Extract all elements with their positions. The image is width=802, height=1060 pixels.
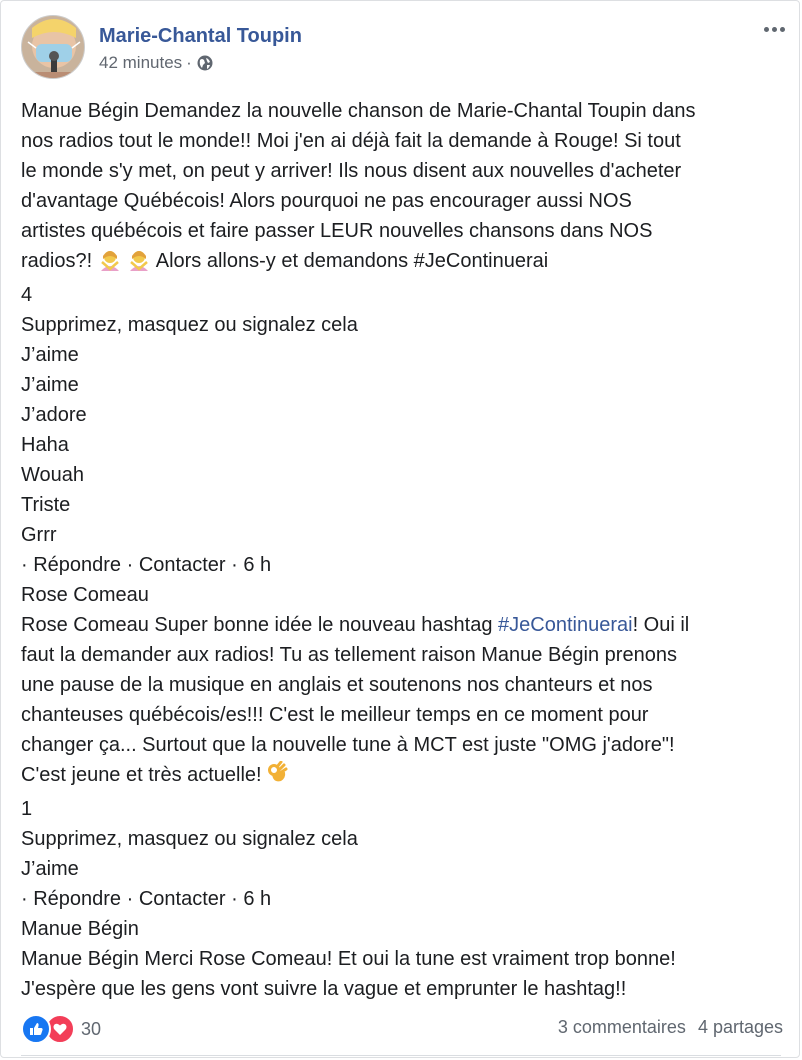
reaction-total[interactable]: 30 — [81, 1018, 102, 1039]
more-dot — [772, 27, 777, 32]
post-footer — [1, 1009, 801, 1049]
reaction-count[interactable]: 1 — [21, 798, 33, 820]
author-avatar[interactable] — [21, 15, 85, 79]
comment-actions[interactable]: · Répondre · Contacter · 6 h — [21, 888, 272, 910]
text-line: nos radios tout le monde!! Moi j'en ai déjà fait la demande à Rouge! Si tout — [21, 130, 681, 152]
hashtag-link[interactable]: #JeContinuerai — [498, 614, 633, 636]
text-line: Manue Bégin Demandez la nouvelle chanson de Marie-Chantal Toupin dans — [21, 100, 696, 122]
globe-icon[interactable] — [196, 54, 214, 72]
text-line: d'avantage Québécois! Alors pourquoi ne pas encourager aussi NOS — [21, 190, 632, 212]
reaction-option-haha[interactable]: Haha — [21, 434, 69, 456]
post-author-name[interactable]: Marie-Chantal Toupin — [99, 25, 302, 47]
more-dot — [780, 27, 785, 32]
text-line — [21, 610, 796, 640]
footer-divider — [21, 1055, 781, 1056]
post-stats — [558, 1017, 783, 1038]
text-fragment: Rose Comeau Super bonne idée le nouveau hashtag — [21, 614, 493, 636]
reaction-count[interactable]: 4 — [21, 284, 33, 306]
text-fragment: Alors allons-y et demandons #JeContinuerai — [155, 250, 549, 272]
text-fragment: C'est jeune et très actuelle! — [21, 764, 262, 786]
more-options-icon[interactable] — [759, 19, 789, 39]
text-line: J'espère que les gens vont suivre la vague et emprunter le hashtag!! — [21, 978, 627, 1000]
text-line: changer ça... Surtout que la nouvelle tune à MCT est juste "OMG j'adore"! — [21, 734, 675, 756]
woman-gesturing-no-emoji-icon — [98, 249, 122, 280]
text-line: le monde s'y met, on peut y arriver! Ils nous disent aux nouvelles d'acheter — [21, 160, 682, 182]
text-line: faut la demander aux radios! Tu as tellement raison Manue Bégin prenons — [21, 644, 677, 666]
text-fragment: ! Oui il — [632, 614, 690, 636]
more-dot — [764, 27, 769, 32]
text-line: artistes québécois et faire passer LEUR nouvelles chansons dans NOS — [21, 220, 653, 242]
reaction-option-angry[interactable]: Grrr — [21, 524, 57, 546]
text-line: Manue Bégin Merci Rose Comeau! Et oui la tune est vraiment trop bonne! — [21, 948, 676, 970]
reaction-option-love[interactable]: J’adore — [21, 404, 87, 426]
text-line: chanteuses québécois/es!!! C'est le meilleur temps en ce moment pour — [21, 704, 649, 726]
reaction-option-like[interactable]: J’aime — [21, 344, 79, 366]
text-line — [21, 246, 796, 280]
commenter-name[interactable]: Rose Comeau — [21, 584, 149, 606]
text-line — [21, 760, 796, 794]
comments-count-link[interactable]: 3 commentaires — [557, 1017, 686, 1037]
shares-count-link[interactable]: 4 partages — [697, 1017, 783, 1037]
text-fragment: radios?! — [21, 250, 93, 272]
commenter-name[interactable]: Manue Bégin — [21, 918, 139, 940]
post-timestamp[interactable]: 42 minutes — [99, 53, 183, 72]
ok-hand-emoji-icon — [267, 761, 289, 794]
comment-actions[interactable]: · Répondre · Contacter · 6 h — [21, 554, 272, 576]
reaction-option-sad[interactable]: Triste — [21, 494, 71, 516]
reaction-option-like[interactable]: J’aime — [21, 858, 79, 880]
text-line: une pause de la musique en anglais et soutenons nos chanteurs et nos — [21, 674, 653, 696]
meta-separator: · — [186, 53, 192, 72]
like-icon — [21, 1014, 51, 1044]
comment-options-link[interactable]: Supprimez, masquez ou signalez cela — [21, 314, 358, 336]
reaction-option-wow[interactable]: Wouah — [21, 464, 85, 486]
comment-options-link[interactable]: Supprimez, masquez ou signalez cela — [21, 828, 358, 850]
reaction-option-like[interactable]: J’aime — [21, 374, 79, 396]
post-body — [21, 96, 796, 1004]
post-meta — [99, 53, 214, 73]
woman-gesturing-no-emoji-icon — [127, 249, 151, 280]
reactions-summary[interactable] — [21, 1014, 101, 1044]
